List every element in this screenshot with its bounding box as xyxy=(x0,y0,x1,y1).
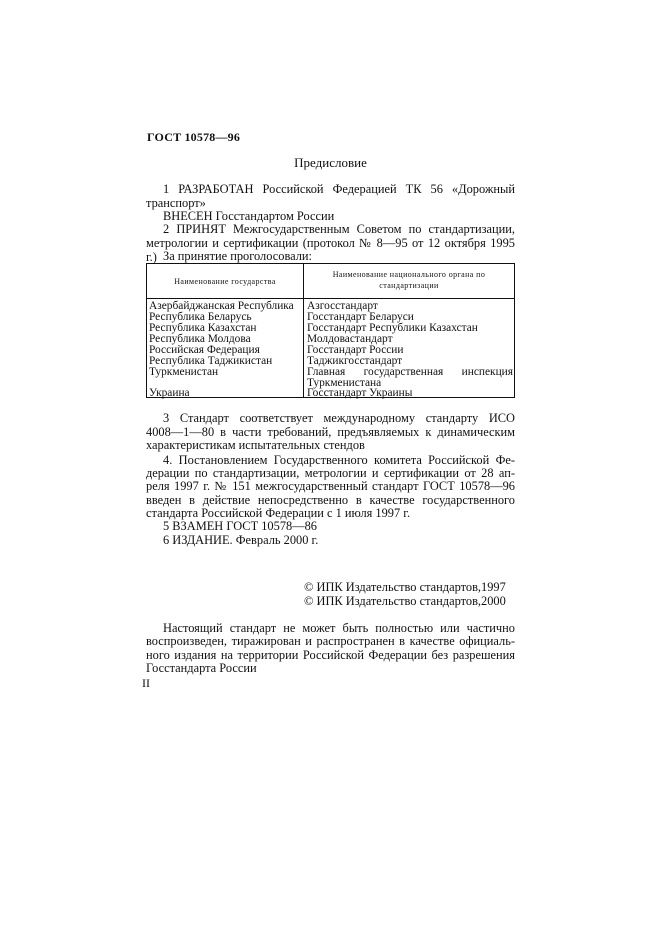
notice-line2: воспроизведен, тиражирован и распространен в качестве официаль- xyxy=(146,634,515,648)
page-title: Предисловие xyxy=(294,155,367,170)
item3-line1: 3 Стандарт соответствует международному стандарту ИСО xyxy=(163,411,515,425)
item3-line2: 4008—1—80 в части требований, предъявляемых к динамическим xyxy=(146,425,515,439)
table-cell-body: Азгосстандарт xyxy=(307,300,378,312)
document-code: ГОСТ 10578—96 xyxy=(147,130,241,144)
item4-line4: введен в действие непосредственно в качестве государственного xyxy=(146,493,515,507)
table-cell-body: Госстандарт России xyxy=(307,344,404,356)
copyright-1997: © ИПК Издательство стандартов,1997 xyxy=(304,580,506,594)
item4-line2: дерации по стандартизации, метрологии и сертификации от 28 ап- xyxy=(146,466,515,480)
item1-line1: 1 РАЗРАБОТАН Российской Федерацией ТК 56 «Дорожный xyxy=(163,182,515,196)
notice-line3: ного издания на территории Российской Федерации без разрешения xyxy=(146,648,515,662)
item2-line1: 2 ПРИНЯТ Межгосударственным Советом по стандартизации, xyxy=(163,222,515,236)
table-cell-state: Республика Беларусь xyxy=(149,311,252,323)
table-header-state: Наименование государства xyxy=(174,277,276,286)
copyright-2000: © ИПК Издательство стандартов,2000 xyxy=(304,594,506,608)
table-cell-body: Госстандарт Украины xyxy=(307,387,413,399)
item4-line5: стандарта Российской Федерации с 1 июля 1997 г. xyxy=(146,506,411,520)
item4-line1: 4. Постановлением Государственного комитета Российской Фе- xyxy=(163,453,515,467)
table-cell-body: Госстандарт Беларуси xyxy=(307,311,414,323)
table-cell-state: Республика Казахстан xyxy=(149,322,257,334)
notice-line4: Госстандарта России xyxy=(146,661,257,675)
table-header-body-line1: Наименование национального органа по xyxy=(332,270,486,279)
item4-line3: реля 1997 г. № 151 межгосударственный стандарт ГОСТ 10578—96 xyxy=(146,479,515,493)
item6: 6 ИЗДАНИЕ. Февраль 2000 г. xyxy=(163,533,319,547)
item2-line2: метрологии и сертификации (протокол № 8—95 от 12 октября 1995 г.) xyxy=(146,236,515,264)
table-cell-state: Украина xyxy=(149,387,190,399)
table-cell-state: Республика Молдова xyxy=(149,333,251,345)
item1-line3: ВНЕСЕН Госстандартом России xyxy=(163,209,335,223)
table-cell-body: Таджикгосстандарт xyxy=(307,355,403,367)
item2-line3: За принятие проголосовали: xyxy=(163,249,312,263)
table-cell-state: Азербайджанская Республика xyxy=(149,300,294,312)
item3-line3: характеристикам испытательных стендов xyxy=(146,438,365,452)
table-cell-body: Молдовастандарт xyxy=(307,333,393,345)
table-cell-body: Туркменистана xyxy=(307,377,382,389)
table-cell-body: Главная государственная инспекция xyxy=(307,366,513,378)
table-cell-state: Республика Таджикистан xyxy=(149,355,273,367)
table-cell-state: Туркменистан xyxy=(149,366,219,378)
page-number: II xyxy=(142,676,150,690)
table-cell-body: Госстандарт Республики Казахстан xyxy=(307,322,478,334)
item1-line2: транспорт» xyxy=(146,196,206,210)
table-cell-state: Российская Федерация xyxy=(149,344,260,356)
item5: 5 ВЗАМЕН ГОСТ 10578—86 xyxy=(163,519,317,533)
table-header-divider xyxy=(147,298,514,299)
voting-table xyxy=(146,263,515,398)
notice-line1: Настоящий стандарт не может быть полностью или частично xyxy=(163,621,515,635)
table-header-body-line2: стандартизации xyxy=(379,281,439,290)
